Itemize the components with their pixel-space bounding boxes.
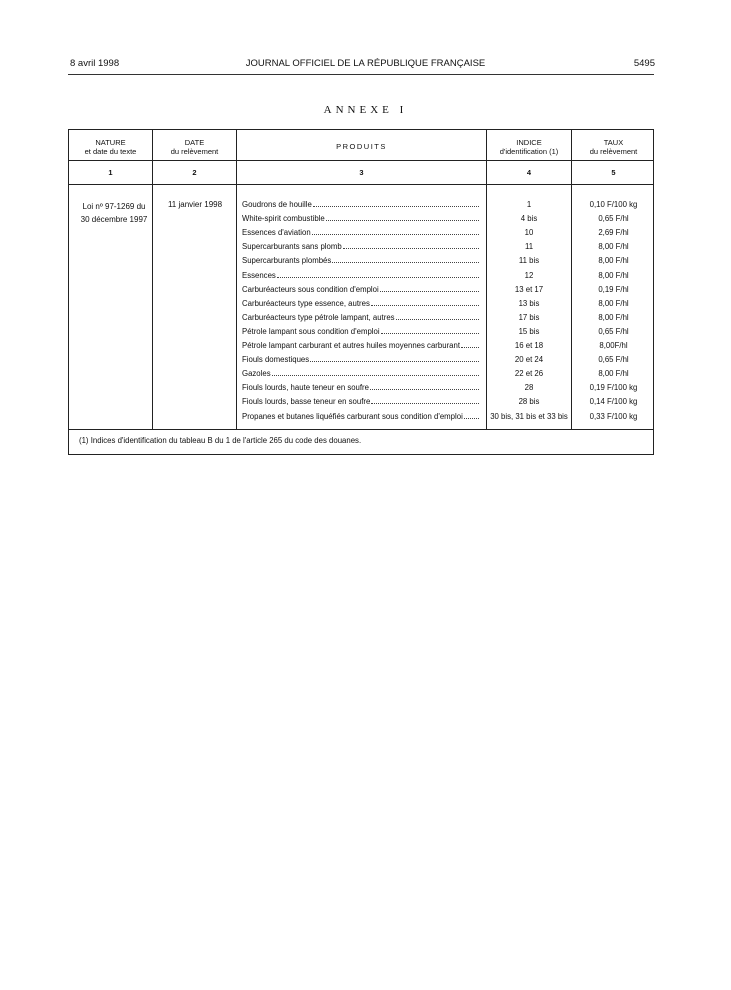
table-row [69, 271, 655, 285]
produit-label: Fiouls lourds, basse teneur en soufre [242, 397, 371, 407]
col-header-date-line2: du relèvement [170, 147, 219, 156]
col-header-date-line1: DATE [184, 138, 205, 147]
produit-cell [242, 200, 482, 209]
produit-label: Supercarburants plombés [242, 256, 332, 266]
produit-label: Carburéacteurs type essence, autres [242, 298, 370, 308]
leader-dots [461, 347, 479, 348]
annex-title: ANNEXE I [323, 104, 408, 116]
produit-label: Carburéacteurs sous condition d'emploi [242, 284, 379, 294]
footnote: (1) Indices d'identification du tableau B du 1 de l'article 265 du code des douanes. [79, 436, 362, 445]
table-row [69, 369, 655, 383]
produit-cell [242, 299, 482, 308]
leader-dots [464, 418, 479, 419]
produit-label: Propanes et butanes liquéfiés carburant sous condition d'emploi [242, 411, 463, 421]
produit-cell [242, 242, 482, 251]
taux-cell: 8,00 F/hl [598, 242, 629, 252]
col-header-taux-line1: TAUX [603, 138, 624, 147]
produit-label: White-spirit combustible [242, 214, 325, 224]
header-journal-title: JOURNAL OFFICIEL DE LA RÉPUBLIQUE FRANÇAISE [245, 58, 486, 69]
table-row [69, 256, 655, 270]
leader-dots [381, 333, 479, 334]
leader-dots [371, 305, 479, 306]
leader-dots [326, 220, 479, 221]
table-row [69, 383, 655, 397]
table-row [69, 228, 655, 242]
produit-label: Fiouls lourds, haute teneur en soufre [242, 383, 369, 393]
indice-cell: 15 bis [518, 326, 540, 336]
leader-dots [370, 389, 479, 390]
produit-label: Fiouls domestiques [242, 355, 310, 365]
taux-cell: 8,00 F/hl [598, 298, 629, 308]
leader-dots [272, 375, 479, 376]
produit-label: Pétrole lampant carburant et autres huiles moyennes carburant [242, 341, 461, 350]
indice-cell: 13 et 17 [514, 284, 544, 294]
produit-cell [242, 285, 482, 294]
header-page-number: 5495 [633, 58, 655, 69]
produit-cell [242, 383, 482, 392]
taux-cell: 8,00F/hl [599, 341, 628, 350]
produit-label: Essences [242, 270, 276, 280]
col-header-indice [487, 138, 571, 156]
produit-label: Carburéacteurs type pétrole lampant, autres [242, 312, 395, 322]
produit-cell [242, 355, 482, 364]
col-header-date [153, 138, 236, 156]
indice-cell: 13 bis [518, 298, 540, 308]
table-row [69, 299, 655, 313]
col-header-produits [237, 142, 486, 151]
annex-table [68, 129, 654, 455]
col-number-2: 2 [192, 168, 197, 177]
taux-cell: 0,65 F/hl [598, 355, 629, 365]
indice-cell: 1 [526, 200, 532, 209]
taux-cell: 8,00 F/hl [598, 312, 629, 322]
indice-cell: 11 [524, 242, 534, 252]
produit-cell [242, 214, 482, 223]
produit-cell [242, 228, 482, 237]
leader-dots [380, 291, 479, 292]
produit-cell [242, 397, 482, 406]
produit-cell [242, 341, 482, 350]
leader-dots [312, 234, 479, 235]
taux-cell: 0,65 F/hl [598, 326, 629, 336]
leader-dots [277, 277, 479, 278]
leader-dots [371, 403, 479, 404]
produit-label: Goudrons de houille [242, 200, 312, 209]
indice-cell: 28 [524, 383, 534, 393]
taux-cell: 0,19 F/hl [598, 284, 629, 294]
indice-cell: 12 [524, 270, 534, 280]
leader-dots [310, 361, 479, 362]
indice-cell: 28 bis [518, 397, 540, 407]
table-row [69, 327, 655, 341]
col-header-nature-line2: et date du texte [84, 147, 137, 156]
taux-cell: 2,69 F/hl [598, 228, 629, 238]
indice-cell: 10 [524, 228, 534, 238]
col-header-nature [69, 138, 152, 156]
header-date: 8 avril 1998 [70, 58, 120, 69]
indice-cell: 11 bis [518, 256, 540, 266]
table-row [69, 214, 655, 228]
taux-cell: 8,00 F/hl [598, 369, 629, 379]
indice-cell: 17 bis [518, 312, 540, 322]
indice-cell: 4 bis [520, 214, 538, 224]
taux-cell: 8,00 F/hl [598, 256, 629, 266]
col-header-nature-line1: NATURE [95, 138, 126, 147]
nature-texte-line1: Loi nº 97-1269 du [82, 202, 146, 211]
indice-cell: 20 et 24 [514, 355, 544, 365]
col-number-3: 3 [359, 168, 364, 177]
leader-dots [332, 262, 479, 263]
leader-dots [396, 319, 479, 320]
produit-label: Essences d'aviation [242, 228, 311, 238]
produit-cell [242, 369, 482, 378]
leader-dots [313, 206, 479, 207]
indice-cell: 16 et 18 [514, 341, 544, 350]
col-header-produits-line1: PRODUITS [336, 142, 387, 151]
col-header-taux-line2: du relèvement [589, 147, 638, 156]
table-row [69, 341, 655, 355]
produit-label: Supercarburants sans plomb [242, 242, 342, 252]
table-row [69, 397, 655, 411]
produit-cell [242, 271, 482, 280]
header-divider [69, 160, 653, 161]
col-header-taux [572, 138, 655, 156]
indice-cell: 22 et 26 [514, 369, 544, 379]
table-row [69, 285, 655, 299]
leader-dots [343, 248, 479, 249]
taux-cell: 0,14 F/100 kg [589, 397, 638, 407]
table-row [69, 355, 655, 369]
col-number-1: 1 [108, 168, 113, 177]
taux-cell: 0,33 F/100 kg [589, 411, 638, 421]
col-header-indice-line1: INDICE [516, 138, 542, 147]
produit-label: Pétrole lampant sous condition d'emploi [242, 326, 380, 336]
produit-cell [242, 256, 482, 265]
produit-cell [242, 327, 482, 336]
indice-cell: 30 bis, 31 bis et 33 bis [490, 411, 568, 421]
taux-cell: 8,00 F/hl [598, 270, 629, 280]
nature-texte-line2: 30 décembre 1997 [80, 215, 148, 224]
produit-cell [242, 412, 482, 421]
col-number-4: 4 [526, 168, 532, 177]
produit-label: Gazoles [242, 369, 271, 379]
taux-cell: 0,65 F/hl [598, 214, 629, 224]
taux-cell: 0,19 F/100 kg [589, 383, 638, 393]
table-row [69, 412, 655, 426]
produit-cell [242, 313, 482, 322]
number-row-divider [69, 184, 653, 185]
taux-cell: 0,10 F/100 kg [589, 200, 638, 209]
header-rule [68, 74, 654, 75]
table-row [69, 200, 655, 214]
col-header-indice-line2: d'identification (1) [499, 147, 559, 156]
table-row [69, 313, 655, 327]
table-row [69, 242, 655, 256]
footnote-divider [69, 429, 653, 430]
date-releve: 11 janvier 1998 [167, 200, 223, 209]
col-number-5: 5 [611, 168, 616, 177]
